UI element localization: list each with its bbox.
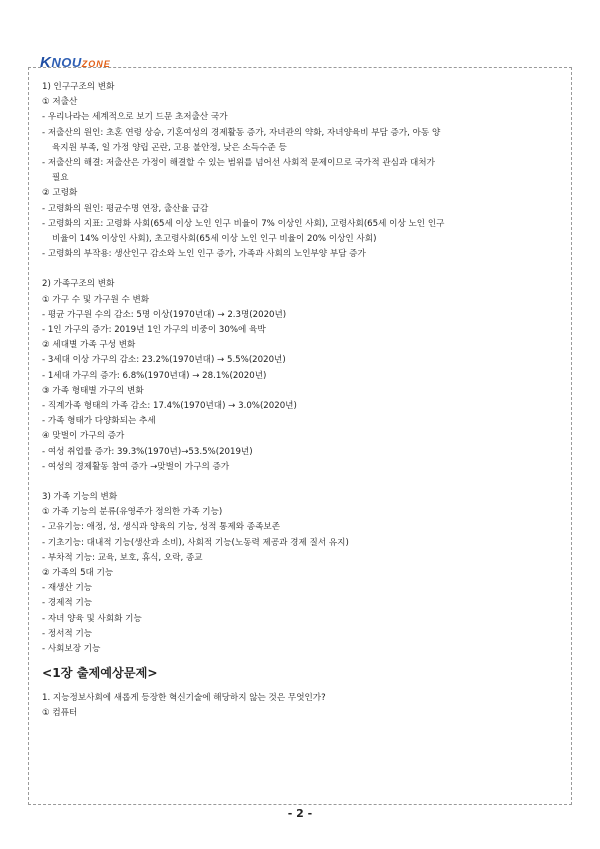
text-line: ① 저출산	[42, 97, 78, 108]
text-line: - 사회보장 기능	[42, 643, 101, 654]
text-line: - 평균 가구원 수의 감소: 5명 이상(1970년대) → 2.3명(2020년)	[42, 309, 287, 320]
text-line: ② 가족의 5대 기능	[42, 568, 114, 578]
text-line: 육지원 부족, 일 가정 양립 곤란, 고용 불안정, 낮은 소득수준 등	[52, 142, 287, 153]
text-line: - 경제적 기능	[42, 598, 93, 609]
text-line: ② 고령화	[42, 188, 78, 199]
document-body	[42, 80, 562, 722]
text-line: - 저출산의 원인: 초혼 연령 상승, 기혼여성의 경제활동 증가, 자녀관의 약화, 자녀양육비 부담 증가, 아동 양	[42, 127, 441, 138]
text-line: 비율이 14% 이상인 사회), 초고령사회(65세 이상 노인 인구 비율이 20% 이상인 사회)	[52, 233, 377, 244]
text-line: ② 세대별 가족 구성 변화	[42, 340, 136, 351]
logo-letters-nou: NOU	[51, 55, 82, 70]
text-line: - 고령화의 지표: 고령화 사회(65세 이상 노인 인구 비율이 7% 이상인 사회), 고령사회(65세 이상 노인 인구	[42, 218, 445, 229]
text-line: - 자녀 양육 및 사회화 기능	[42, 613, 142, 624]
text-line: - 정서적 기능	[42, 628, 93, 639]
text-line: - 부차적 기능: 교육, 보호, 휴식, 오락, 종교	[42, 552, 203, 563]
text-line: - 고령화의 부작용: 생산인구 감소와 노인 인구 증가, 가족과 사회의 노인부양 부담 증가	[42, 249, 366, 260]
page-number: - 2 -	[287, 807, 313, 820]
lecture-notes	[42, 80, 562, 657]
text-line: - 고령화의 원인: 평균수명 연장, 출산율 급감	[42, 203, 209, 214]
chapter-heading: <1장 출제예상문제>	[42, 666, 158, 681]
question-option-1: ① 컴퓨터	[42, 708, 78, 719]
logo-letter-k: K	[40, 54, 52, 71]
text-line: - 고유기능: 애정, 성, 생식과 양육의 기능, 성적 통제와 종족보존	[42, 522, 281, 533]
text-line: - 직계가족 형태의 가족 감소: 17.4%(1970년대) → 3.0%(2020년)	[42, 400, 297, 411]
blank-line	[42, 475, 562, 490]
question-text: 1. 지능정보사회에 새롭게 등장한 혁신기술에 해당하지 않는 것은 무엇인가?	[42, 693, 326, 704]
text-line: ④ 맞벌이 가구의 증가	[42, 431, 125, 442]
text-line: ③ 가족 형태별 가구의 변화	[42, 385, 144, 396]
text-line: - 1세대 가구의 증가: 6.8%(1970년대) → 28.1%(2020년)	[42, 370, 267, 381]
text-line: - 가족 형태가 다양화되는 추세	[42, 416, 156, 427]
blank-line	[42, 262, 562, 277]
text-line: - 저출산의 해결: 저출산은 가정이 해결할 수 있는 범위를 넘어선 사회적 문제이므로 국가적 관심과 대처가	[42, 157, 435, 168]
text-line: 1) 인구구조의 변화	[42, 82, 115, 92]
text-line: ① 가족 기능의 분류(유영주가 정의한 가족 기능)	[42, 507, 223, 518]
text-line: 2) 가족구조의 변화	[42, 279, 115, 290]
text-line: - 1인 가구의 증가: 2019년 1인 가구의 비중이 30%에 육박	[42, 325, 266, 335]
text-line: - 3세대 이상 가구의 감소: 23.2%(1970년대) → 5.5%(2020년)	[42, 355, 286, 366]
text-line: - 여성 취업률 증가: 39.3%(1970년)→53.5%(2019년)	[42, 446, 253, 457]
text-line: - 재생산 기능	[42, 583, 93, 594]
text-line: - 기초기능: 대내적 기능(생산과 소비), 사회적 기능(노동력 제공과 경제 질서 유지)	[42, 537, 349, 548]
text-line: 필요	[52, 173, 69, 184]
text-line: 3) 가족 기능의 변화	[42, 492, 118, 503]
text-line: - 여성의 경제활동 참여 증가 →맞벌이 가구의 증가	[42, 461, 230, 472]
logo-letters-zone: ZONE	[81, 59, 111, 69]
text-line: - 우리나라는 세계적으로 보기 드문 초저출산 국가	[42, 112, 228, 123]
text-line: ① 가구 수 및 가구원 수 변화	[42, 294, 150, 305]
